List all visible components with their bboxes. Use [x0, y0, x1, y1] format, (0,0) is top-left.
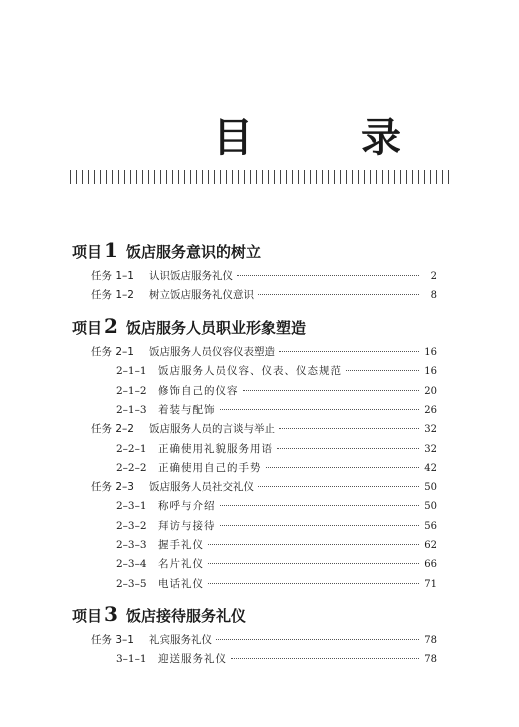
- dot-leader: [258, 293, 419, 295]
- dot-leader: [220, 408, 420, 410]
- entry-title: 握手礼仪: [158, 539, 204, 551]
- dot-leader: [237, 274, 419, 276]
- entry-code: 2–1–3: [116, 403, 147, 416]
- entry-code: 任务 2–3: [91, 481, 134, 494]
- page-number: 2: [430, 271, 437, 282]
- toc-subtask-entry[interactable]: [116, 441, 437, 458]
- entry-code: 任务 2–2: [91, 423, 134, 436]
- entry-title: 饭店服务人员仪容仪表塑造: [149, 346, 275, 358]
- entry-title: 迎送服务礼仪: [158, 653, 227, 666]
- entry-title: 认识饭店服务礼仪: [149, 270, 233, 282]
- toc-subtask-entry[interactable]: [116, 363, 437, 380]
- toc-chapter-heading[interactable]: [72, 240, 452, 262]
- entry-code: 2–1–1: [116, 365, 147, 378]
- chapter-number: 2: [104, 314, 118, 338]
- entry-title: 名片礼仪: [158, 558, 204, 571]
- toc-subtask-entry[interactable]: [116, 402, 437, 419]
- toc-subtask-entry[interactable]: [116, 576, 437, 593]
- chapter-label: 项目: [72, 319, 103, 337]
- dot-leader: [279, 350, 419, 352]
- page-number: 62: [424, 540, 437, 551]
- entry-code: 任务 1–2: [91, 289, 134, 302]
- page-title: 目 录: [213, 114, 435, 161]
- entry-code: 2–3–3: [116, 539, 147, 551]
- dot-leader: [231, 657, 419, 659]
- entry-title: 修饰自己的仪容: [158, 384, 239, 397]
- entry-title: 称呼与介绍: [158, 500, 216, 513]
- page-number: 32: [424, 443, 437, 455]
- page-number: 42: [424, 462, 437, 474]
- dot-leader: [346, 369, 419, 371]
- chapter-number: 1: [104, 238, 118, 262]
- toc-subtask-entry[interactable]: [116, 460, 437, 477]
- entry-code: 任务 3–1: [91, 634, 134, 646]
- toc-task-entry[interactable]: [91, 268, 437, 285]
- toc-task-entry[interactable]: [91, 421, 437, 438]
- entry-title: 电话礼仪: [158, 577, 204, 590]
- entry-code: 3–1–1: [116, 653, 147, 666]
- page-number: 8: [430, 290, 437, 302]
- toc-task-entry[interactable]: [91, 344, 437, 361]
- page-number: 26: [424, 404, 437, 416]
- toc-subtask-entry[interactable]: [116, 498, 437, 515]
- entry-code: 2–3–4: [116, 558, 147, 571]
- chapter-title: 饭店服务意识的树立: [125, 243, 261, 261]
- chapter-title: 饭店接待服务礼仪: [125, 607, 246, 625]
- page-number: 56: [424, 520, 437, 532]
- entry-title: 饭店服务人员社交礼仪: [149, 481, 254, 494]
- toc-subtask-entry[interactable]: [116, 383, 437, 400]
- dot-leader: [266, 466, 420, 468]
- dot-leader: [258, 485, 419, 487]
- entry-title: 树立饭店服务礼仪意识: [149, 289, 254, 302]
- page-number: 32: [424, 424, 437, 436]
- dot-leader: [208, 582, 419, 584]
- toc-subtask-entry[interactable]: [116, 518, 437, 535]
- chapter-label: 项目: [72, 607, 103, 625]
- entry-title: 着装与配饰: [158, 403, 216, 416]
- toc-subtask-entry[interactable]: [116, 556, 437, 573]
- entry-code: 2–3–2: [116, 519, 147, 532]
- entry-code: 任务 1–1: [91, 270, 134, 282]
- page-number: 71: [424, 578, 437, 590]
- entry-code: 2–1–2: [116, 384, 147, 397]
- chapter-number: 3: [104, 602, 118, 626]
- entry-title: 正确使用礼貌服务用语: [158, 442, 273, 455]
- entry-title: 饭店服务人员的言谈与举止: [149, 423, 275, 436]
- entry-title: 拜访与接待: [158, 519, 216, 532]
- entry-title: 礼宾服务礼仪: [149, 634, 212, 646]
- dot-leader: [216, 638, 419, 640]
- entry-code: 2–2–1: [116, 442, 147, 455]
- dot-leader: [208, 543, 419, 545]
- toc-subtask-entry[interactable]: [116, 651, 437, 668]
- dot-leader: [208, 562, 419, 564]
- page-number: 16: [424, 366, 437, 378]
- page-number: 16: [424, 347, 437, 358]
- dot-leader: [243, 389, 420, 391]
- page-number: 20: [424, 385, 437, 397]
- dot-leader: [279, 427, 419, 429]
- page-number: 78: [424, 654, 437, 666]
- page-number: 78: [424, 635, 437, 646]
- entry-code: 2–3–5: [116, 577, 147, 590]
- dot-leader: [220, 524, 420, 526]
- entry-title: 正确使用自己的手势: [158, 461, 262, 474]
- entry-title: 饭店服务人员仪容、仪表、仪态规范: [158, 365, 342, 378]
- toc-subtask-entry[interactable]: [116, 537, 437, 554]
- title-rule: [70, 170, 452, 184]
- dot-leader: [220, 504, 420, 506]
- page-number: 50: [424, 482, 437, 494]
- toc-chapter-heading[interactable]: [72, 316, 452, 338]
- toc-task-entry[interactable]: [91, 479, 437, 496]
- entry-code: 任务 2–1: [91, 346, 134, 358]
- toc-task-entry[interactable]: [91, 632, 437, 649]
- entry-code: 2–2–2: [116, 461, 147, 474]
- dot-leader: [277, 447, 419, 449]
- page-number: 50: [424, 501, 437, 513]
- chapter-title: 饭店服务人员职业形象塑造: [125, 319, 306, 337]
- page-number: 66: [424, 559, 437, 571]
- entry-code: 2–3–1: [116, 500, 147, 513]
- toc-chapter-heading[interactable]: [72, 604, 452, 626]
- chapter-label: 项目: [72, 243, 103, 261]
- toc-task-entry[interactable]: [91, 287, 437, 304]
